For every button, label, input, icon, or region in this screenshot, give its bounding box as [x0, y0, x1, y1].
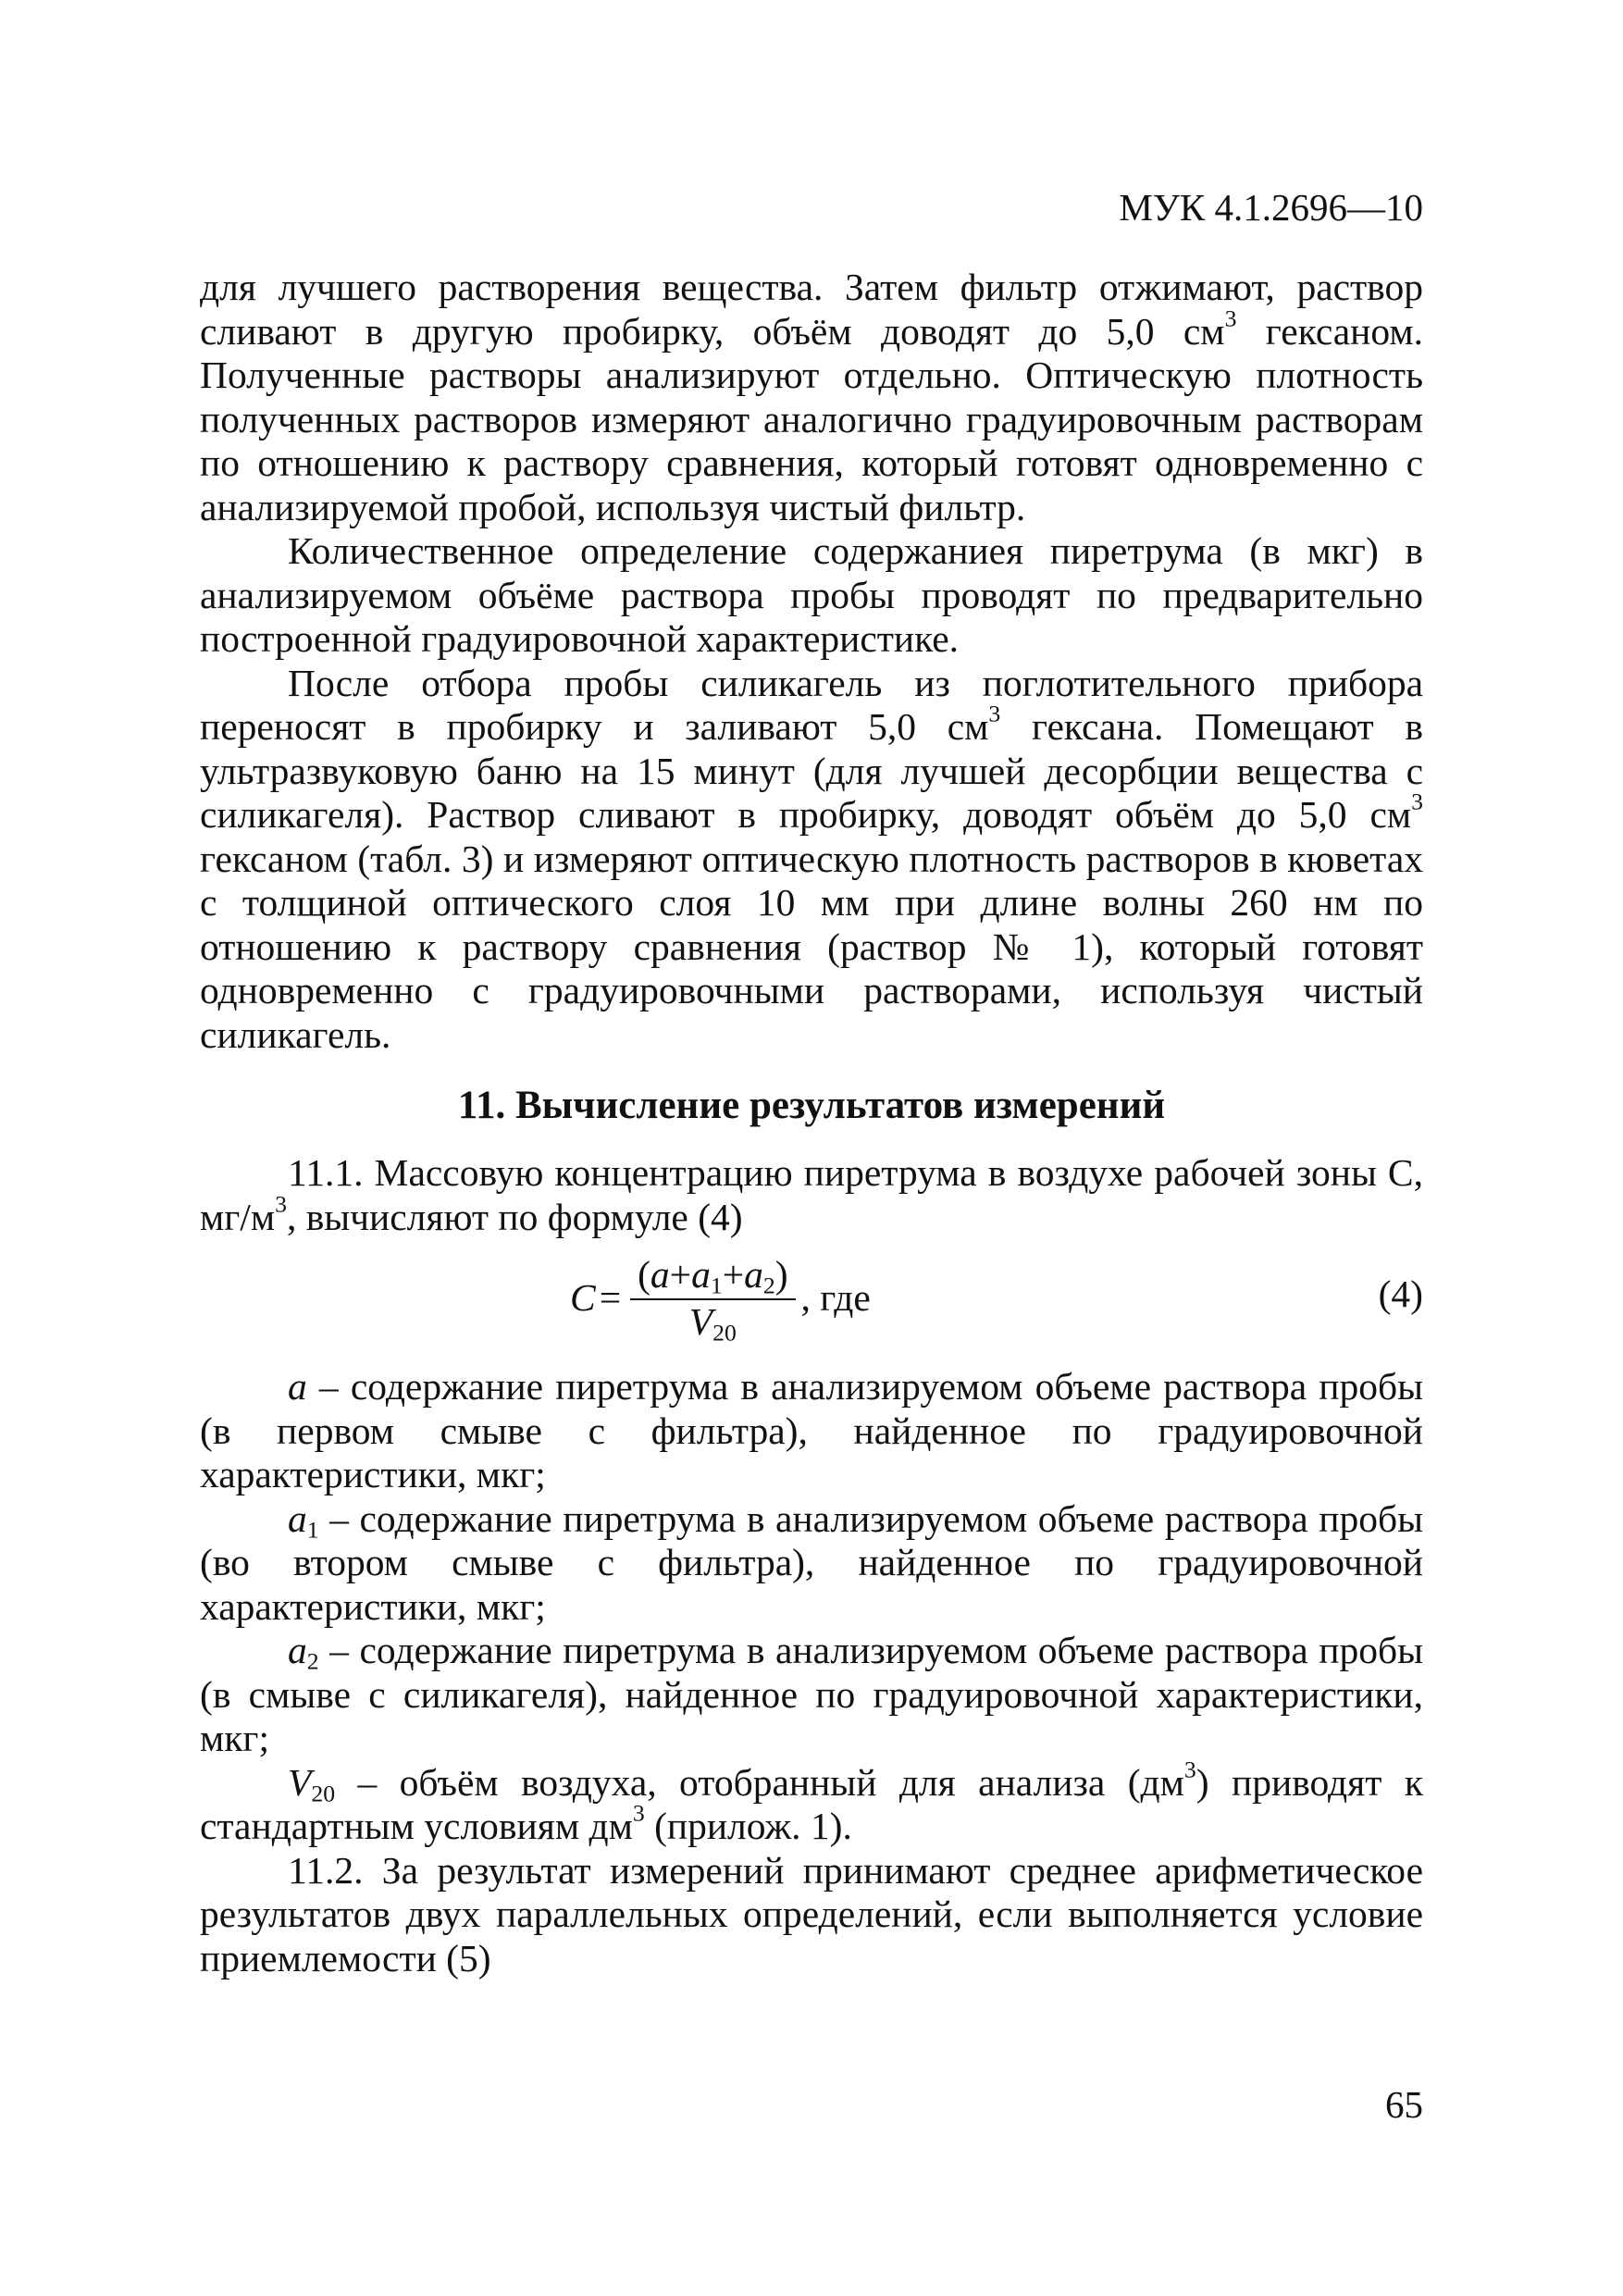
subscript: 2	[762, 1271, 775, 1298]
formula-plus: +	[722, 1252, 745, 1296]
formula-var-a: a	[650, 1252, 670, 1296]
superscript: 3	[632, 1799, 645, 1827]
formula-fraction	[630, 1253, 795, 1345]
formula-lhs: C	[570, 1276, 596, 1320]
formula-paren: (	[638, 1252, 650, 1296]
paragraph-text: 11.1. Массовую концентрацию пиретрума в воздухе рабочей зоны С, мг/м	[200, 1151, 1423, 1238]
formula-numerator	[630, 1253, 795, 1301]
superscript: 3	[1183, 1756, 1196, 1783]
formula-var-v: V	[688, 1300, 713, 1343]
definition-v20	[200, 1756, 1423, 1849]
definition-text: – объём воздуха, отобранный для анализа (дм	[335, 1760, 1184, 1804]
definition-a2	[200, 1629, 1423, 1761]
subscript: 20	[311, 1779, 336, 1806]
superscript: 3	[1411, 788, 1423, 815]
paragraph-quantification: Количественное определение содержаниея пиретрума (в мкг) в анализируемом объёме раствора пробы проводят по предварительно построенной градуировочной характеристике.	[200, 529, 1423, 660]
paragraph-text: для лучшего растворения вещества. Затем фильтр отжимают, раствор сливают в другую пробирку, объём доводят до 5,0 см	[200, 266, 1423, 353]
paragraph-11-1	[200, 1151, 1423, 1239]
paragraph-silicagel-procedure	[200, 662, 1423, 1058]
definition-text: – содержание пиретрума в анализируемом объеме раствора пробы (в смыве с силикагеля), найденное по градуировочной характеристики, мкг;	[200, 1629, 1423, 1759]
document-body	[200, 266, 1423, 1980]
formula-tail: , где	[800, 1276, 871, 1320]
paragraph-text: После отбора пробы силикагель из поглотительного прибора переносят в пробирку и заливают 5,0 см	[200, 661, 1423, 748]
formula-number: (4)	[1378, 1272, 1423, 1315]
page-number: 65	[1385, 2083, 1423, 2126]
symbol: a	[288, 1496, 307, 1540]
definition-text: (прилож. 1).	[644, 1805, 852, 1847]
symbol: a	[288, 1629, 307, 1671]
symbol: V	[288, 1760, 312, 1804]
subscript: 1	[710, 1271, 723, 1298]
formula-plus: +	[669, 1252, 692, 1296]
formula-var-a1: a	[691, 1252, 711, 1296]
superscript: 3	[988, 700, 1001, 727]
document-code: МУК 4.1.2696—10	[1119, 186, 1423, 229]
paragraph-text: , вычисляют по формуле (4)	[286, 1195, 743, 1238]
formula-paren: )	[774, 1252, 788, 1296]
subscript: 20	[712, 1319, 737, 1347]
section-heading: 11. Вычисление результатов измерений	[457, 1084, 1166, 1127]
paragraph-text: гексаном (табл. 3) и измеряют оптическую плотность растворов в кюветах с толщиной оптического слоя 10 мм при длине волны 260 нм по отношению к раствору сравнения (раствор № 1), который готовят одновременно с градуировочными растворами, используя чистый силикагель.	[200, 837, 1423, 1056]
subscript: 1	[306, 1515, 319, 1543]
paragraph-filter-procedure	[200, 266, 1423, 529]
formula-denominator	[689, 1300, 737, 1345]
superscript: 3	[275, 1190, 287, 1218]
subscript: 2	[306, 1647, 319, 1675]
definition-text: – содержание пиретрума в анализируемом объеме раствора пробы (во втором смыве с фильтра), найденное по градуировочной характеристики, мкг;	[200, 1496, 1423, 1628]
formula-var-a2: a	[744, 1252, 763, 1296]
paragraph-text: гексаном. Полученные растворы анализируют отдельно. Оптическую плотность полученных растворов измеряют аналогично градуировочным растворам по отношению к раствору сравнения, который готовят одновременно с анализируемой пробой, используя чистый фильтр.	[200, 309, 1423, 528]
definition-text: – содержание пиретрума в анализируемом объеме раствора пробы (в первом смыве с фильтра), найденное по градуировочной характеристики, мкг;	[200, 1365, 1423, 1496]
superscript: 3	[1224, 304, 1237, 332]
definition-a	[200, 1365, 1423, 1497]
formula-4	[200, 1245, 1423, 1352]
paragraph-11-2: 11.2. За результат измерений принимают среднее арифметическое результатов двух параллельных определений, если выполняется условие приемлемости (5)	[200, 1848, 1423, 1980]
formula-expression	[570, 1245, 871, 1352]
definition-a1	[200, 1497, 1423, 1630]
formula-equals: =	[599, 1276, 622, 1320]
paragraph-text: гексана. Помещают в ультразвуковую баню на 15 минут (для лучшей десорбции вещества с силикагеля). Раствор сливают в пробирку, доводят объём до 5,0 см	[200, 705, 1424, 836]
symbol: a	[288, 1365, 307, 1408]
definition-text: ) приводят к стандартным условиям дм	[200, 1760, 1423, 1847]
